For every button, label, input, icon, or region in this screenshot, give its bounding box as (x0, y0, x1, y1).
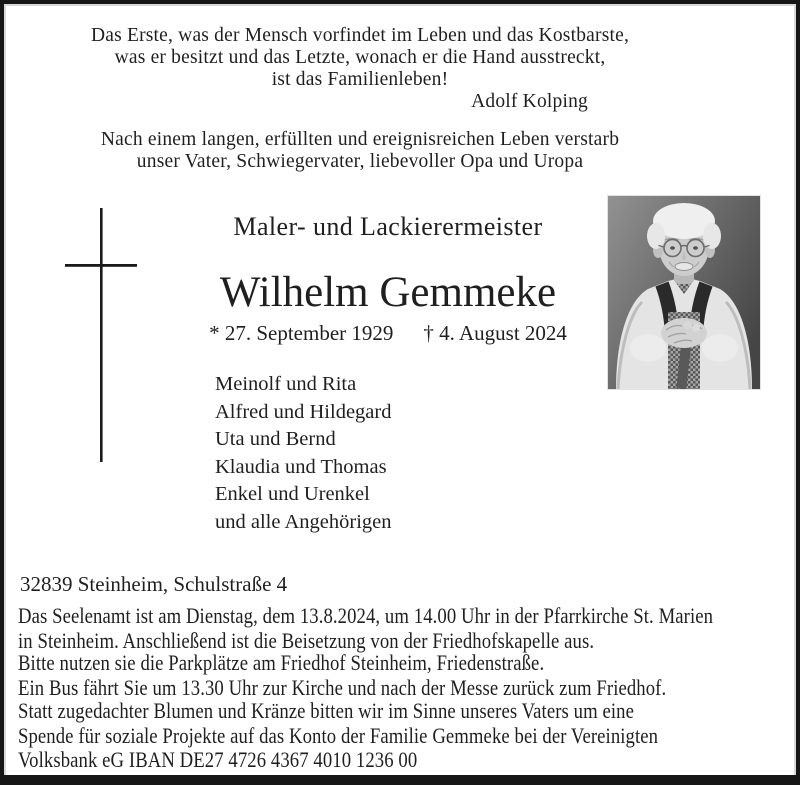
death-date: † 4. August 2024 (423, 321, 567, 345)
donation-line-3: Volksbank eG IBAN DE27 4726 4367 4010 1236 00 (18, 747, 418, 773)
mourner-line: Meinolf und Rita (215, 373, 357, 395)
deceased-name: Wilhelm Gemmeke (219, 269, 557, 316)
intro-block (60, 129, 660, 173)
mourners-list (215, 371, 391, 537)
profession-title: Maler- und Lackierermeister (233, 212, 543, 241)
donation-line-2: Spende für soziale Projekte auf das Konto der Familie Gemmeke bei der Vereinigten (18, 722, 659, 748)
mourner-line: und alle Angehörigen (215, 510, 392, 533)
intro-line-2: unser Vater, Schwiegervater, liebevoller Opa und Uropa (136, 151, 584, 172)
intro-line-1: Nach einem langen, erfüllten und ereignisreichen Leben verstarb (100, 129, 620, 150)
mourner-line: Uta und Bernd (215, 428, 336, 451)
page-frame-bottom (0, 775, 800, 785)
service-line-1: Das Seelenamt ist am Dienstag, dem 13.8.2024, um 14.00 Uhr in der Pfarrkirche St. Marien (18, 603, 714, 628)
portrait-photo (608, 196, 760, 389)
quote-line-1: Das Erste, was der Mensch vorfindet im Leben und das Kostbarste, (90, 25, 630, 46)
life-dates (100, 321, 676, 345)
address-line: 32839 Steinheim, Schulstraße 4 (20, 572, 288, 596)
donation-info (18, 699, 800, 773)
mourner-line: Enkel und Urenkel (215, 483, 370, 506)
service-line-2: in Steinheim. Anschließend ist die Beisetzung von der Friedhofskapelle aus. (18, 627, 595, 653)
quote-line-3: ist das Familienleben! (271, 69, 449, 90)
quote-attribution: Adolf Kolping (471, 91, 588, 112)
mourner-line: Klaudia und Thomas (215, 455, 387, 478)
parking-info (18, 651, 800, 700)
parking-line-1: Bitte nutzen sie die Parkplätze am Friedhof Steinheim, Friedenstraße. (18, 650, 545, 675)
quote-line-2: was er besitzt und das Letzte, wonach er die Hand ausstreckt, (114, 47, 606, 68)
parking-line-2: Ein Bus fährt Sie um 13.30 Uhr zur Kirche und nach der Messe zurück zum Friedhof. (18, 674, 667, 700)
mourner-line: Alfred und Hildegard (215, 400, 392, 423)
service-info (18, 604, 800, 653)
donation-line-1: Statt zugedachter Blumen und Kränze bitten wir im Sinne unseres Vaters um eine (18, 698, 634, 723)
birth-date: * 27. September 1929 (209, 321, 394, 345)
quote-block (60, 25, 660, 113)
